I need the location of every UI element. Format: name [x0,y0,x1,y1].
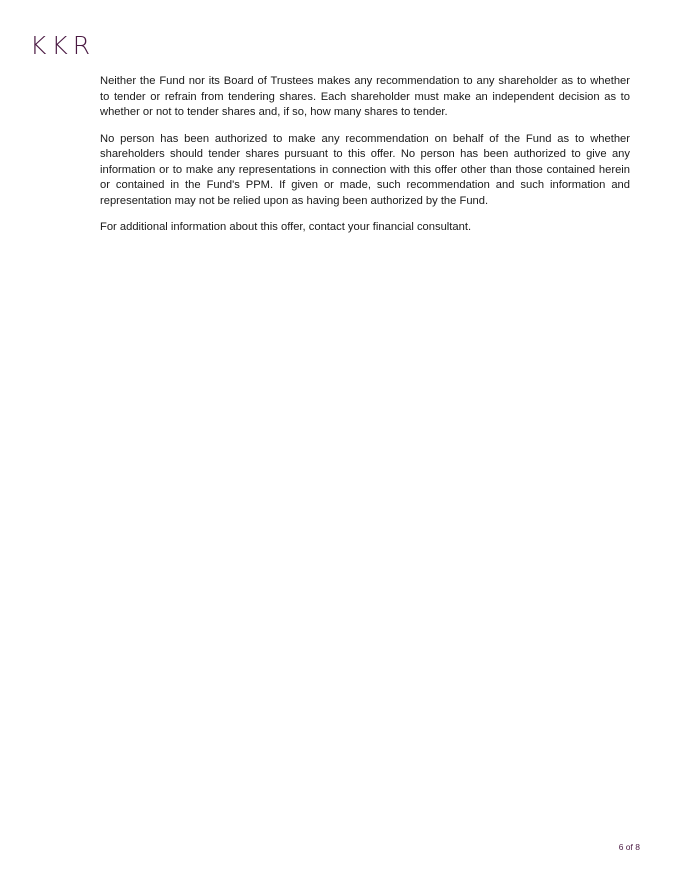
paragraph-contact-info: For additional information about this offer, contact your financial consultant. [100,221,472,233]
paragraph-no-authorization: No person has been authorized to make any recommendation on behalf of the Fund as to whether shareholders should tender shares pursuant to this offer. No person has been authorized to give any information or to make any representations in connection with this offer other than those contained herein or contained in the Fund's PPM. If given or made, such recommendation and such information and representation may not be relied upon as having been authorized by the Fund. [100,132,630,207]
kkr-logo: KKR [30,31,96,60]
paragraph-no-recommendation: Neither the Fund nor its Board of Trustees makes any recommendation to any shareholder as to whether to tender or refrain from tendering shares. Each shareholder must make an independent decision as to whether or not to tender shares and, if so, how many shares to tender. [100,75,630,118]
document-body [100,74,630,247]
page-number: 6 of 8 [618,842,640,852]
